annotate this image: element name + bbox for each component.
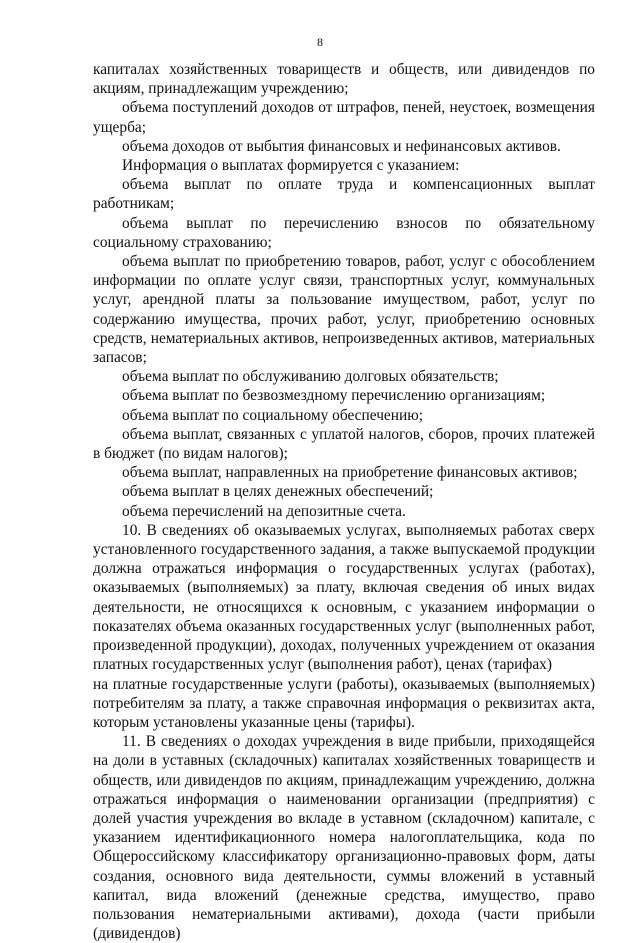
paragraph: объема выплат по обслуживанию долговых обязательств; <box>122 368 499 386</box>
paragraph: объема выплат, связанных с уплатой налогов, сборов, прочих платежей в бюджет (по видам налогов); <box>93 425 595 463</box>
paragraph: капиталах хозяйственных товариществ и обществ, или дивидендов по акциям, принадлежащим учреждению; <box>93 61 595 98</box>
paragraph: объема выплат в целях денежных обеспечений; <box>122 483 434 501</box>
paragraph: 11. В сведениях о доходах учреждения в виде прибыли, приходящейся на доли в уставных (складочных) капиталах хозяйственных товариществ и обществ, или дивидендов по акциям, принадлежащим учреждению, должна отражаться информация о наименовании организации (предприятия) с долей участия учреждения во вкладе в уставном (складочном) капитале, с указанием идентификационного номера налогоплательщика, кода по Общероссийскому классификатору организационно-правовых форм, даты создания, основного вида деятельности, суммы вложений в уставный капитал, вида вложений (денежные средства, имущество, право пользования нематериальными активами), дохода (части прибыли (дивидендов) <box>93 733 595 943</box>
paragraph: объема выплат, направленных на приобретение финансовых активов; <box>122 464 578 482</box>
paragraph: объема доходов от выбытия финансовых и нефинансовых активов. <box>122 137 561 155</box>
paragraph: объема перечислений на депозитные счета. <box>122 502 406 520</box>
paragraph: объема поступлений доходов от штрафов, пеней, неустоек, возмещения ущерба; <box>93 99 595 136</box>
paragraph: объема выплат по социальному обеспечению; <box>122 406 424 424</box>
body-text <box>93 60 595 943</box>
paragraph: объема выплат по безвозмездному перечислению организациям; <box>122 387 546 405</box>
paragraph: на платные государственные услуги (работы), оказываемых (выполняемых) потребителям за плату, а также справочная информация о реквизитах акта, которым установлены указанные цены (тарифы). <box>93 675 595 731</box>
paragraph: объема выплат по приобретению товаров, работ, услуг с обособлением информации по оплате услуг связи, транспортных услуг, коммунальных услуг, арендной платы за пользование имуществом, работ, услуг по содержанию имущества, прочих работ, услуг, приобретению основных средств, нематериальных активов, непроизведенных активов, материальных запасов; <box>93 253 595 367</box>
paragraph: Информация о выплатах формируется с указанием: <box>122 157 460 175</box>
page-number: 8 <box>317 35 323 49</box>
paragraph: 10. В сведениях об оказываемых услугах, выполняемых работах сверх установленного государственного задания, а также выпускаемой продукции должна отражаться информация о государственных услугах (работах), оказываемых (выполняемых) за плату, включая сведения об иных видах деятельности, не относящихся к основным, с указанием информации о показателях объема оказанных государственных услуг (выполненных работ, произведенной продукции), доходах, полученных учреждением от оказания платных государственных услуг (выполнения работ), ценах (тарифах) <box>93 521 595 674</box>
paragraph: объема выплат по перечислению взносов по обязательному социальному страхованию; <box>93 214 595 251</box>
paragraph: объема выплат по оплате труда и компенсационных выплат работникам; <box>93 176 595 213</box>
